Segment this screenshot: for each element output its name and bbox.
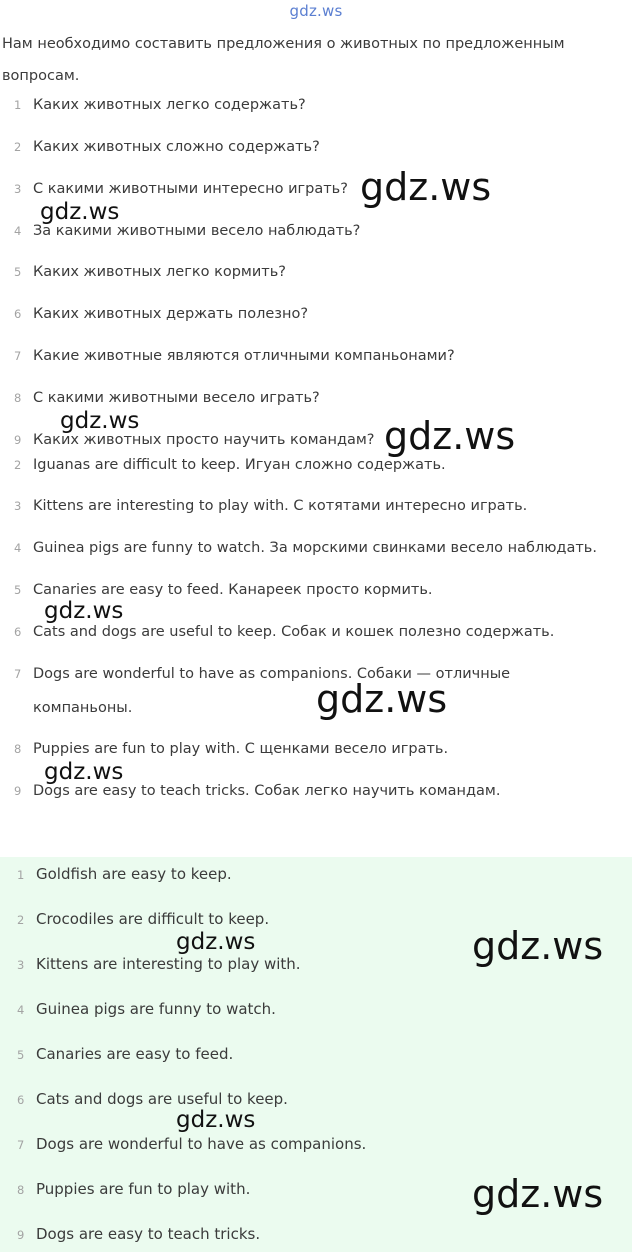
translation-item bbox=[14, 783, 500, 799]
watermark: gdz.ws bbox=[176, 929, 256, 955]
answer-item bbox=[17, 1225, 260, 1243]
item-text: Dogs are wonderful to have as companions. Собаки — отличные компаньоны. bbox=[33, 666, 511, 716]
item-number: 9 bbox=[17, 1228, 25, 1242]
question-item bbox=[14, 432, 375, 448]
item-number: 3 bbox=[14, 499, 22, 513]
item-text: Iguanas are difficult to keep. Игуан сложно содержать. bbox=[33, 457, 446, 473]
item-number: 2 bbox=[14, 458, 22, 472]
item-number: 1 bbox=[14, 98, 22, 112]
item-number: 7 bbox=[17, 1138, 25, 1152]
question-item bbox=[14, 223, 360, 239]
item-text: Crocodiles are difficult to keep. bbox=[36, 910, 270, 928]
item-number: 4 bbox=[14, 224, 22, 238]
item-text: Guinea pigs are funny to watch. За морскими свинками весело наблюдать. bbox=[33, 540, 597, 556]
translation-item bbox=[14, 457, 446, 473]
item-text: Каких животных легко содержать? bbox=[33, 97, 306, 113]
item-text: Puppies are fun to play with. bbox=[36, 1180, 251, 1198]
item-number: 8 bbox=[14, 391, 22, 405]
watermark: gdz.ws bbox=[472, 924, 604, 968]
item-text: Guinea pigs are funny to watch. bbox=[36, 1000, 276, 1018]
item-text: Каких животных просто научить командам? bbox=[33, 432, 375, 448]
item-text: Cats and dogs are useful to keep. Собак и кошек полезно содержать. bbox=[33, 624, 555, 640]
item-number: 4 bbox=[17, 1003, 25, 1017]
answer-item bbox=[17, 1090, 288, 1108]
answer-item bbox=[17, 1180, 250, 1198]
question-item bbox=[14, 139, 320, 155]
item-text: Dogs are easy to teach tricks. Собак легко научить командам. bbox=[33, 783, 501, 799]
item-text: Kittens are interesting to play with. bbox=[36, 955, 301, 973]
item-number: 8 bbox=[14, 742, 22, 756]
item-number: 2 bbox=[14, 140, 22, 154]
item-text: Canaries are easy to feed. bbox=[36, 1045, 234, 1063]
item-number: 6 bbox=[14, 625, 22, 639]
question-item bbox=[14, 348, 455, 364]
item-text: Cats and dogs are useful to keep. bbox=[36, 1090, 288, 1108]
item-number: 7 bbox=[14, 667, 22, 681]
watermark: gdz.ws bbox=[360, 165, 492, 209]
header-watermark: gdz.ws bbox=[289, 2, 343, 20]
item-text: За какими животными весело наблюдать? bbox=[33, 223, 361, 239]
question-item bbox=[14, 306, 308, 322]
answer-item bbox=[17, 865, 232, 883]
item-text: Canaries are easy to feed. Канареек просто кормить. bbox=[33, 582, 433, 598]
item-number: 6 bbox=[17, 1093, 25, 1107]
answer-item bbox=[17, 955, 301, 973]
answer-item bbox=[17, 1045, 233, 1063]
watermark: gdz.ws bbox=[384, 414, 516, 458]
watermark: gdz.ws bbox=[60, 408, 140, 434]
item-number: 7 bbox=[14, 349, 22, 363]
item-text: С какими животными интересно играть? bbox=[33, 181, 348, 197]
item-text: С какими животными весело играть? bbox=[33, 390, 320, 406]
translation-item bbox=[14, 582, 433, 598]
item-number: 3 bbox=[14, 182, 22, 196]
translation-item bbox=[14, 498, 527, 514]
watermark: gdz.ws bbox=[472, 1172, 604, 1216]
question-item bbox=[14, 264, 286, 280]
item-number: 5 bbox=[14, 265, 22, 279]
intro-text: Нам необходимо составить предложения о животных по предложенным вопросам. bbox=[2, 36, 565, 84]
item-text: Каких животных сложно содержать? bbox=[33, 139, 320, 155]
item-text: Goldfish are easy to keep. bbox=[36, 865, 232, 883]
item-text: Каких животных легко кормить? bbox=[33, 264, 286, 280]
question-item bbox=[14, 97, 306, 113]
watermark: gdz.ws bbox=[176, 1107, 256, 1133]
question-item bbox=[14, 390, 320, 406]
item-number: 9 bbox=[14, 433, 22, 447]
translation-item bbox=[14, 624, 554, 640]
question-item bbox=[14, 181, 348, 197]
item-number: 1 bbox=[17, 868, 25, 882]
translation-item bbox=[14, 540, 597, 556]
item-text: Dogs are wonderful to have as companions. bbox=[36, 1135, 367, 1153]
watermark: gdz.ws bbox=[44, 598, 124, 624]
answer-item bbox=[17, 1135, 366, 1153]
item-number: 5 bbox=[14, 583, 22, 597]
item-number: 9 bbox=[14, 784, 22, 798]
item-number: 3 bbox=[17, 958, 25, 972]
watermark: gdz.ws bbox=[316, 677, 448, 721]
item-text: Puppies are fun to play with. С щенками весело играть. bbox=[33, 741, 449, 757]
answer-item bbox=[17, 1000, 276, 1018]
item-number: 5 bbox=[17, 1048, 25, 1062]
watermark: gdz.ws bbox=[40, 199, 120, 225]
item-number: 8 bbox=[17, 1183, 25, 1197]
answer-item bbox=[17, 910, 269, 928]
item-number: 2 bbox=[17, 913, 25, 927]
item-text: Каких животных держать полезно? bbox=[33, 306, 309, 322]
item-number: 4 bbox=[14, 541, 22, 555]
translation-item bbox=[14, 741, 448, 757]
item-number: 6 bbox=[14, 307, 22, 321]
watermark: gdz.ws bbox=[44, 759, 124, 785]
item-text: Kittens are interesting to play with. С котятами интересно играть. bbox=[33, 498, 528, 514]
item-text: Какие животные являются отличными компаньонами? bbox=[33, 348, 455, 364]
translation-item bbox=[14, 657, 573, 725]
item-text: Dogs are easy to teach tricks. bbox=[36, 1225, 261, 1243]
